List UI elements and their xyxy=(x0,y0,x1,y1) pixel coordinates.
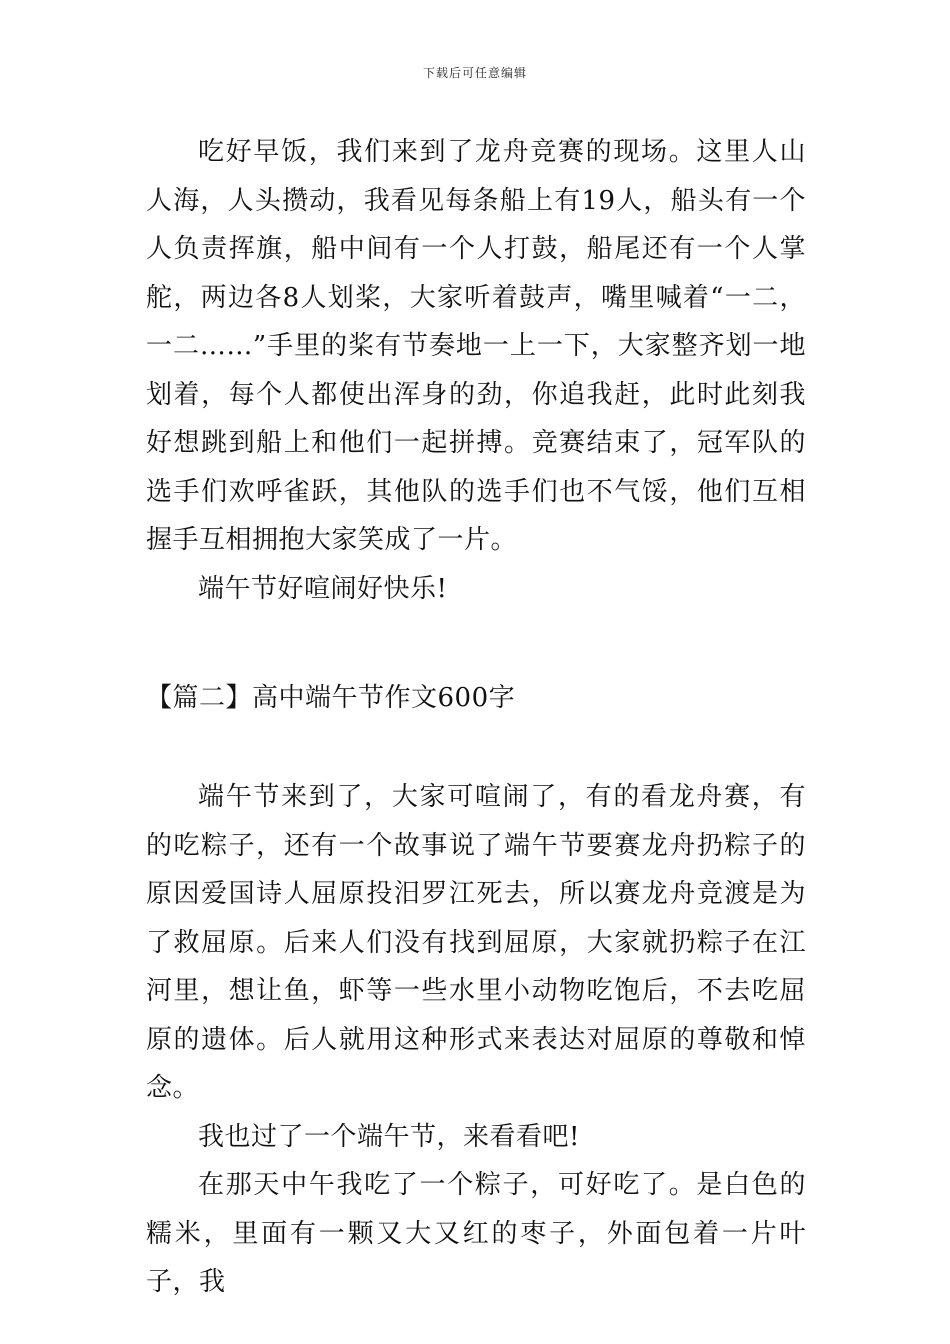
paragraph: 在那天中午我吃了一个粽子，可好吃了。是白色的糯米，里面有一颗又大又红的枣子，外面包着一片叶子，我 xyxy=(146,1170,806,1297)
section-two xyxy=(146,773,806,1307)
section-one xyxy=(146,128,806,613)
paragraph: 我也过了一个端午节，来看看吧! xyxy=(198,1121,580,1152)
page-header: 下载后可任意编辑 xyxy=(422,66,527,80)
section-heading: 【篇二】高中端午节作文600字 xyxy=(146,683,516,713)
paragraph: 端午节来到了，大家可喧闹了，有的看龙舟赛，有的吃粽子，还有一个故事说了端午节要赛龙舟扔粽子的原因爱国诗人屈原投汨罗江死去，所以赛龙舟竞渡是为了救屈原。后来人们没有找到屈原，大家就扔粽子在江河里，想让鱼，虾等一些水里小动物吃饱后，不去吃屈原的遗体。后人就用这种形式来表达对屈原的尊敬和悼念。 xyxy=(146,782,806,1103)
paragraph: 吃好早饭，我们来到了龙舟竞赛的现场。这里人山人海，人头攒动，我看见每条船上有19人，船头有一个人负责挥旗，船中间有一个人打鼓，船尾还有一个人掌舵，两边各8人划桨，大家听着鼓声，嘴里喊着“一二，一二……”手里的桨有节奏地一上一下，大家整齐划一地划着，每个人都使出浑身的劲，你追我赶，此时此刻我好想跳到船上和他们一起拼搏。竞赛结束了，冠军队的选手们欢呼雀跃，其他队的选手们也不气馁，他们互相握手互相拥抱大家笑成了一片。 xyxy=(146,137,806,555)
paragraph: 端午节好喧闹好快乐! xyxy=(198,573,448,604)
